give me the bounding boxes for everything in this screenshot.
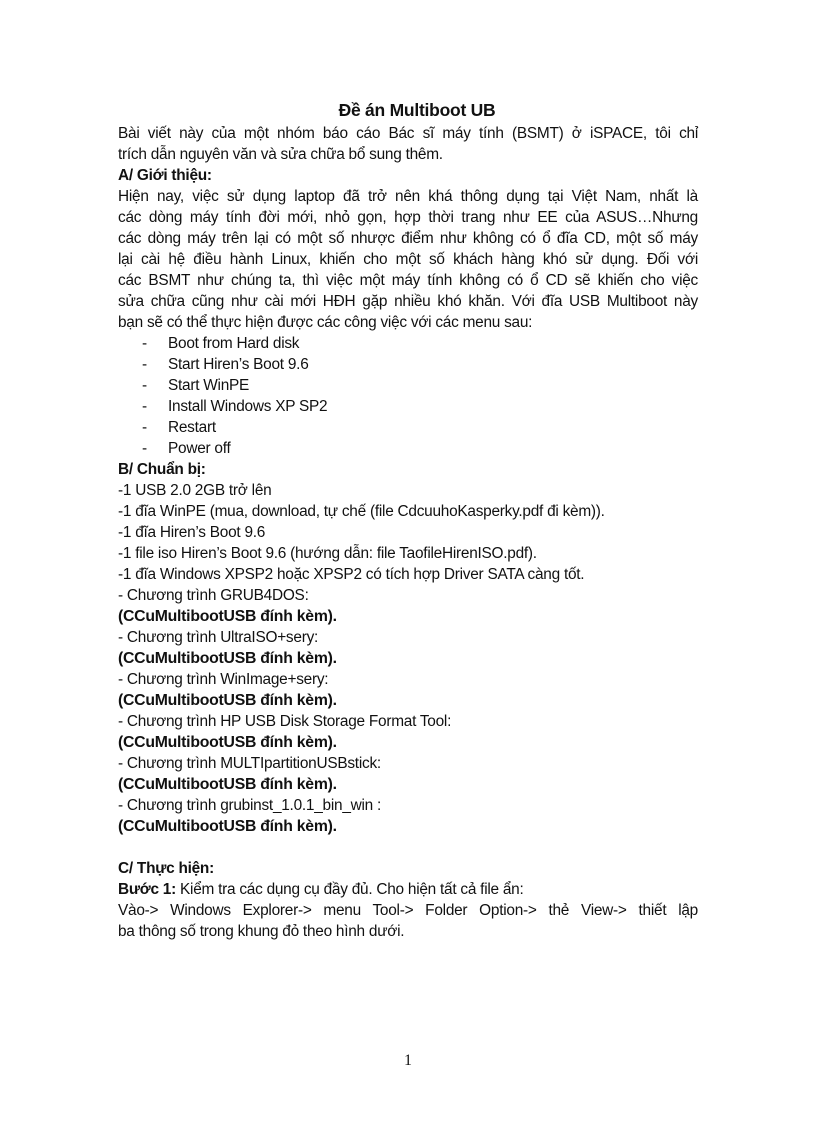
prep-item: -1 file iso Hiren’s Boot 9.6 (hướng dẫn: file TaofileHirenISO.pdf). xyxy=(118,545,537,562)
program-item: - Chương trình HP USB Disk Storage Format Tool: xyxy=(118,713,452,730)
list-item: - Install Windows XP SP2 xyxy=(142,398,328,415)
prep-item: -1 đĩa Hiren’s Boot 9.6 xyxy=(118,524,266,541)
program-item: - Chương trình UltraISO+sery: xyxy=(118,629,319,646)
intro-line-1: Bài viết này của một nhóm báo cáo Bác sĩ máy tính (BSMT) ở iSPACE, tôi chỉ xyxy=(118,125,698,142)
program-item: - Chương trình grubinst_1.0.1_bin_win : xyxy=(118,797,382,814)
page-title: Đề án Multiboot UB xyxy=(338,100,496,120)
attached-note: (CCuMultibootUSB đính kèm). xyxy=(118,734,337,751)
list-item: - Boot from Hard disk xyxy=(142,335,300,352)
list-item: - Power off xyxy=(142,440,231,457)
page-number: 1 xyxy=(404,1052,412,1069)
attached-note: (CCuMultibootUSB đính kèm). xyxy=(118,650,337,667)
intro-line-2: trích dẫn nguyên văn và sửa chữa bổ sung thêm. xyxy=(118,146,443,163)
blank-line xyxy=(118,837,698,858)
section-a-line: các dòng máy trên lại có một số nhược điểm như không có ổ đĩa CD, một số máy xyxy=(118,230,698,247)
step-1-line-3: ba thông số trong khung đỏ theo hình dưới. xyxy=(118,923,405,940)
section-a-line: sửa chữa cũng như cài mới HĐH gặp nhiều khó khăn. Với đĩa USB Multiboot này xyxy=(118,293,698,310)
program-item: - Chương trình MULTIpartitionUSBstick: xyxy=(118,755,381,772)
list-item: - Start Hiren’s Boot 9.6 xyxy=(142,356,309,373)
attached-note: (CCuMultibootUSB đính kèm). xyxy=(118,818,337,835)
boot-menu-list xyxy=(118,333,698,459)
section-a-line: các dòng máy tính đời mới, nhỏ gọn, hợp thời trang như EE của ASUS…Nhưng xyxy=(118,209,698,226)
list-item: - Restart xyxy=(142,419,216,436)
step-1-line-2: Vào-> Windows Explorer-> menu Tool-> Folder Option-> thẻ View-> thiết lập xyxy=(118,902,698,919)
program-item: - Chương trình GRUB4DOS: xyxy=(118,587,309,604)
section-a-last-line: bạn sẽ có thể thực hiện được các công việc với các menu sau: xyxy=(118,314,533,331)
prep-item: -1 USB 2.0 2GB trở lên xyxy=(118,482,272,499)
attached-note: (CCuMultibootUSB đính kèm). xyxy=(118,776,337,793)
step-1 xyxy=(118,879,698,900)
section-c-heading: C/ Thực hiện: xyxy=(118,860,214,877)
section-a-line: các BSMT như chúng ta, thì việc một máy tính không có ổ CD sẽ khiến cho việc xyxy=(118,272,698,289)
prep-item: -1 đĩa WinPE (mua, download, tự chế (file CdcuuhoKasperky.pdf đi kèm)). xyxy=(118,503,605,520)
document-page xyxy=(118,98,698,942)
section-a-line: Hiện nay, việc sử dụng laptop đã trở nên khá thông dụng tại Việt Nam, nhất là xyxy=(118,188,698,205)
prep-item: -1 đĩa Windows XPSP2 hoặc XPSP2 có tích hợp Driver SATA càng tốt. xyxy=(118,566,585,583)
attached-note: (CCuMultibootUSB đính kèm). xyxy=(118,692,337,709)
section-b-heading: B/ Chuẩn bị: xyxy=(118,461,206,478)
step-1-text: Kiểm tra các dụng cụ đầy đủ. Cho hiện tất cả file ẩn: xyxy=(175,881,524,898)
list-item: - Start WinPE xyxy=(142,377,250,394)
section-a-line: lại cài hệ điều hành Linux, khiến cho một số khách hàng khó sử dụng. Đối với xyxy=(118,251,698,268)
attached-note: (CCuMultibootUSB đính kèm). xyxy=(118,608,337,625)
section-a-heading: A/ Giới thiệu: xyxy=(118,167,212,184)
program-item: - Chương trình WinImage+sery: xyxy=(118,671,329,688)
step-1-label: Bước 1: xyxy=(118,881,176,898)
